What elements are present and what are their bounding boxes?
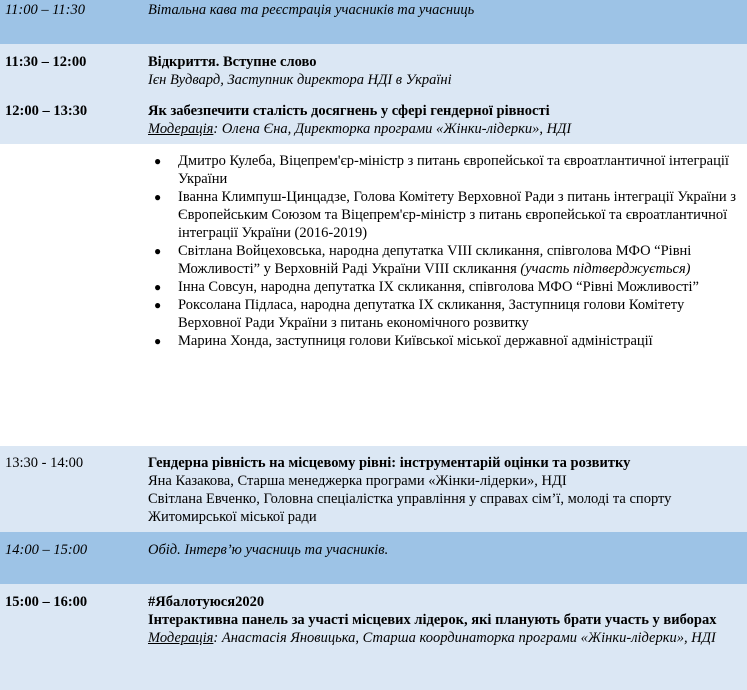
moderation-text: : Олена Єна, Директорка програми «Жінки-лідерки», НДІ [213, 121, 572, 137]
time-slot: 15:00 – 16:00 [5, 594, 88, 610]
agenda-row-lunch [0, 532, 747, 584]
speaker: Світлана Евченко, Головна спеціалістка управління у справах сім’ї, молоді та спорту Житомирської міської ради [148, 491, 672, 525]
list-item [148, 242, 741, 278]
panelist-text: Роксолана Підласа, народна депутатка IX скликання, Заступниця голови Комітету Верховної Ради України з питань економічного розвитку [178, 297, 685, 331]
hashtag: #Ябалотуюся2020 [148, 594, 265, 610]
session-title: Обід. Інтерв’ю учасниць та учасників. [148, 542, 389, 558]
panelist-text: Марина Хонда, заступниця голови Київської міської державної адміністрації [178, 333, 653, 349]
moderation-line [148, 120, 741, 138]
speaker: Ієн Вудвард, Заступник директора НДІ в Україні [148, 72, 452, 88]
moderation-label: Модерація [148, 121, 214, 137]
session-content [148, 454, 741, 526]
session-content [148, 53, 741, 89]
bullet-icon: ● [154, 244, 162, 258]
list-item [148, 278, 741, 296]
agenda-row-opening [0, 44, 747, 96]
bullet-icon: ● [154, 280, 162, 294]
time-slot: 12:00 – 13:30 [5, 103, 88, 119]
time-slot: 11:00 – 11:30 [5, 2, 86, 18]
panelist-text: Інна Совсун, народна депутатка IX скликання, співголова МФО “Рівні Можливості” [178, 279, 699, 295]
session-content [148, 593, 741, 647]
panelist-note: (участь підтверджується) [520, 261, 691, 277]
panelist-list [148, 152, 741, 350]
bullet-icon: ● [154, 190, 162, 204]
bullet-icon: ● [154, 334, 162, 348]
list-item [148, 152, 741, 188]
agenda-row-interactive-panel [0, 584, 747, 690]
moderation-label: Модерація [148, 630, 214, 646]
agenda-row-local-gender-equality [0, 446, 747, 532]
agenda-row-welcome-coffee [0, 0, 747, 44]
session-title: Інтерактивна панель за участі місцевих лідерок, які планують брати участь у виборах [148, 612, 717, 628]
session-content [148, 102, 741, 138]
list-item [148, 296, 741, 332]
list-item [148, 188, 741, 242]
bullet-icon: ● [154, 154, 162, 168]
time-slot: 11:30 – 12:00 [5, 54, 87, 70]
panelist-text: Дмитро Кулеба, Віцепрем'єр-міністр з питань європейської та євроатлантичної інтеграції України [178, 153, 729, 187]
session-title: Вітальна кава та реєстрація учасників та учасниць [148, 2, 475, 18]
speaker: Яна Казакова, Старша менеджерка програми «Жінки-лідерки», НДІ [148, 473, 567, 489]
session-title: Гендерна рівність на місцевому рівні: інструментарій оцінки та розвитку [148, 455, 631, 471]
panelist-text: Світлана Войцеховська, народна депутатка VIII скликання, співголова МФО “Рівні Можливості” у Верховній Раді України VIII скликання [178, 243, 692, 277]
panelists-section [0, 144, 747, 446]
agenda-row-sustainability [0, 96, 747, 144]
time-slot: 14:00 – 15:00 [5, 542, 88, 558]
moderation-line [148, 629, 741, 647]
bullet-icon: ● [154, 298, 162, 312]
list-item [148, 332, 741, 350]
time-slot: 13:30 - 14:00 [5, 455, 84, 471]
session-title: Відкриття. Вступне слово [148, 54, 317, 70]
panelist-text: Іванна Климпуш-Цинцадзе, Голова Комітету Верховної Ради з питань інтеграції України з Європейським Союзом та Віцепрем'єр-міністр з питань європейської та євроатлантичної інтеграції України (2016-2019) [178, 189, 736, 241]
session-title: Як забезпечити сталість досягнень у сфері гендерної рівності [148, 103, 550, 119]
moderation-text: : Анастасія Яновицька, Старша координаторка програми «Жінки-лідерки», НДІ [213, 630, 716, 646]
